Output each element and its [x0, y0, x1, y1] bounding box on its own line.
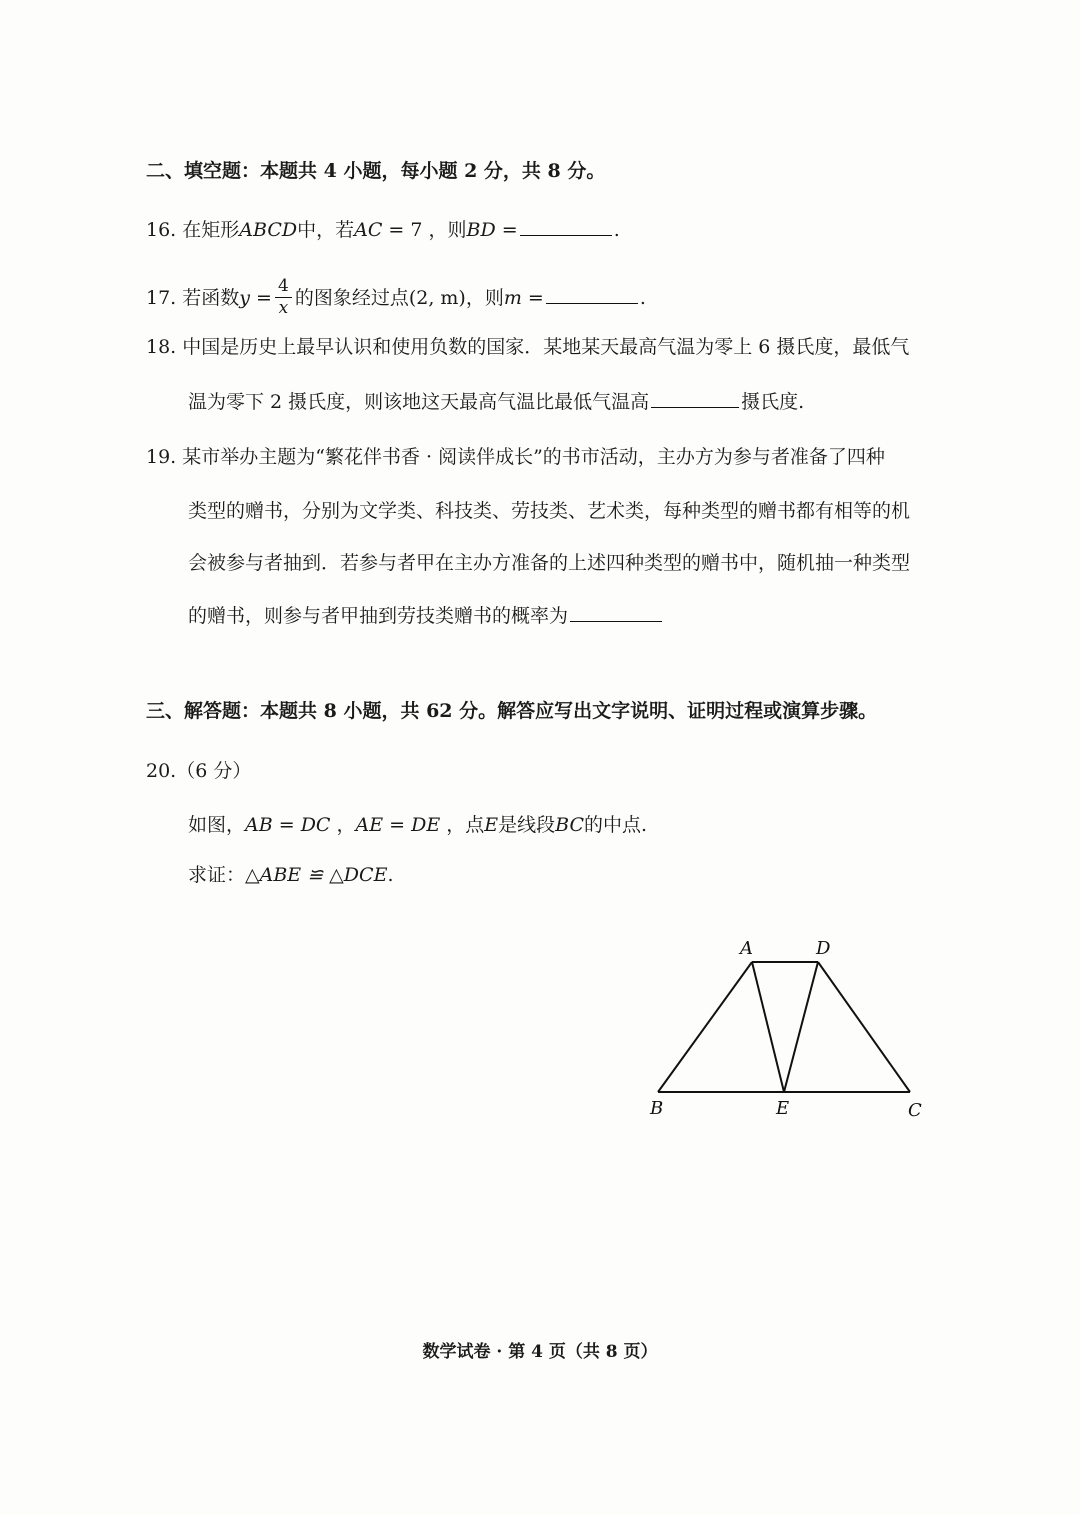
segment-AB	[658, 962, 752, 1092]
question-number: 17.	[146, 287, 177, 309]
segment-AE	[752, 962, 784, 1092]
question-17: 17. 若函数y = $\frac{4}{x}$ 的图象经过点(2, m)，则m = .	[146, 275, 646, 318]
question-number: 16.	[146, 219, 177, 241]
label-A: A	[740, 938, 753, 959]
answer-blank-19[interactable]	[570, 603, 662, 622]
segment-DE	[784, 962, 818, 1092]
question-number: 18.	[146, 336, 177, 358]
question-19-line-2: 类型的赠书，分别为文学类、科技类、劳技类、艺术类，每种类型的赠书都有相等的机	[188, 500, 911, 522]
answer-blank-17[interactable]	[546, 285, 638, 304]
question-19-line-3: 会被参与者抽到．若参与者甲在主办方准备的上述四种类型的赠书中，随机抽一种类型	[188, 552, 911, 574]
question-20-prove: 求证：△ABE ≌ △DCE.	[188, 864, 394, 886]
geometry-figure	[640, 930, 940, 1130]
figure-lines	[658, 962, 910, 1092]
section-3-heading: 三、解答题：本题共 8 小题，共 62 分。解答应写出文字说明、证明过程或演算步骤。	[146, 700, 878, 722]
segment-DC	[818, 962, 910, 1092]
answer-blank-18[interactable]	[651, 389, 739, 408]
label-C: C	[908, 1100, 922, 1121]
label-E: E	[776, 1098, 790, 1119]
question-18-line-2: 温为零下 2 摄氏度，则该地这天最高气温比最低气温高 摄氏度.	[188, 391, 805, 413]
answer-blank-16[interactable]	[520, 217, 612, 236]
question-20-given: 如图，AB = DC ，AE = DE ，点E是线段BC的中点.	[188, 814, 648, 836]
page-footer: 数学试卷 · 第 4 页（共 8 页）	[422, 1342, 658, 1362]
section-2-heading: 二、填空题：本题共 4 小题，每小题 2 分，共 8 分。	[146, 160, 606, 182]
label-B: B	[650, 1098, 664, 1119]
question-18-line-1: 18. 中国是历史上最早认识和使用负数的国家．某地某天最高气温为零上 6 摄氏度，最低气	[146, 336, 910, 358]
question-19-line-4: 的赠书，则参与者甲抽到劳技类赠书的概率为	[188, 603, 664, 629]
question-16: 16. 在矩形ABCD中，若AC = 7 ，则BD = .	[146, 219, 620, 241]
question-number: 19.	[146, 446, 177, 468]
fraction-4-over-x: $\frac{4}{x}$	[275, 278, 292, 317]
label-D: D	[816, 938, 831, 959]
question-19-line-1: 19. 某市举办主题为“繁花伴书香 · 阅读伴成长”的书市活动，主办方为参与者准备了四种	[146, 446, 885, 468]
question-20-header: 20.（6 分）	[146, 760, 252, 782]
